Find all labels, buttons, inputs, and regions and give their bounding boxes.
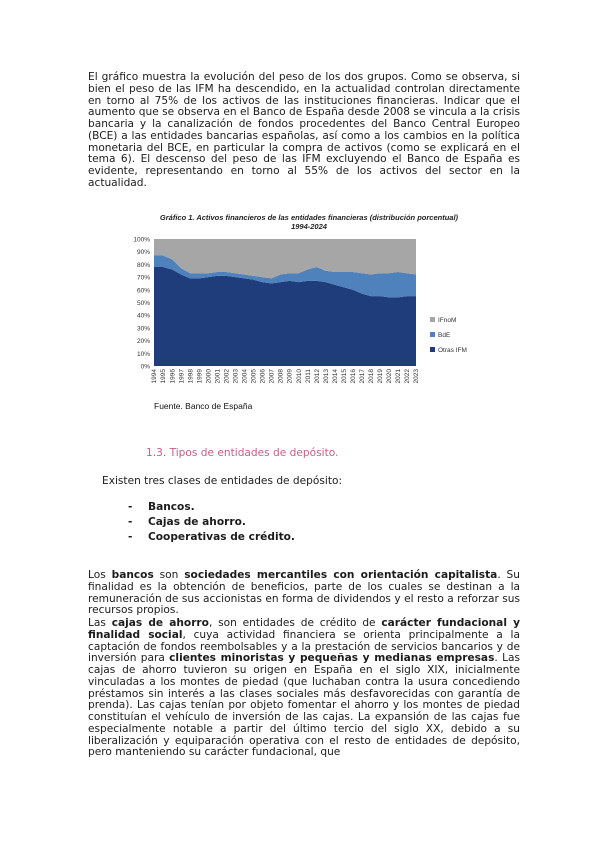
x-tick-label: 2006: [259, 369, 267, 384]
y-tick-label: 50%: [136, 300, 150, 307]
chart-title: Gráfico 1. Activos financieros de las entidades financieras (distribución porcentual): [159, 213, 459, 222]
savings-banks-paragraph: Las cajas de ahorro, son entidades de crédito de carácter fundacional y finalidad social, cuya actividad financiera se orienta principalmente a la captación de fondos reembolsables y a la prestación de servicios bancarios y de inversión para clientes minoristas y pequeñas y medianas empresas. Las cajas de ahorro tuvieron su origen en España en el siglo XIX, inicialmente vinculadas a los montes de piedad (que luchaban contra la usura concediendo préstamos sin interés a las clases sociales más desfavorecidas con garantía de prenda). Las cajas tenían por objeto fomentar el ahorro y los montes de piedad constituían el vehículo de inversión de las cajas. La expansión de las cajas fue especialmente notable a partir del último tercio del siglo XX, debido a su liberalización y equiparación operativa con el resto de entidades de depósito, pero manteniendo su carácter fundacional, que: [88, 617, 520, 759]
chart-figure: [124, 213, 494, 413]
x-tick-label: 2004: [241, 369, 249, 384]
x-tick-label: 2018: [368, 369, 376, 384]
y-tick-label: 70%: [136, 274, 150, 282]
x-tick-label: 2019: [377, 369, 385, 384]
x-tick-label: 2021: [395, 369, 403, 384]
x-tick-label: 2010: [295, 369, 303, 384]
x-tick-label: 2007: [268, 369, 276, 384]
legend-label: Otras IFM: [438, 347, 467, 354]
y-tick-label: 0%: [140, 363, 150, 371]
x-tick-label: 1996: [169, 369, 177, 384]
x-tick-label: 2022: [404, 369, 412, 384]
x-tick-label: 2013: [322, 369, 330, 384]
x-tick-label: 1995: [160, 369, 168, 384]
series-area-ifnom: [154, 239, 416, 278]
x-tick-label: 1997: [178, 369, 186, 384]
list-item-label: Cajas de ahorro.: [148, 516, 246, 528]
x-tick-label: 2017: [358, 369, 366, 384]
x-tick-label: 2016: [349, 369, 357, 384]
x-tick-label: 1999: [196, 369, 204, 384]
legend-label: BdE: [438, 332, 451, 339]
y-tick-label: 30%: [136, 325, 150, 333]
x-tick-label: 2003: [232, 369, 240, 384]
legend-swatch: [430, 347, 435, 352]
y-tick-label: 40%: [136, 312, 150, 320]
legend-swatch: [430, 317, 435, 322]
list-item-label: Bancos.: [148, 501, 195, 513]
x-tick-label: 1994: [151, 369, 159, 384]
x-tick-label: 2009: [286, 369, 294, 384]
section-title: 1.3. Tipos de entidades de depósito.: [146, 447, 339, 459]
x-tick-label: 2001: [214, 369, 222, 384]
x-tick-label: 2008: [277, 369, 285, 384]
x-tick-label: 2002: [223, 369, 231, 384]
legend-label: IFnoM: [438, 317, 457, 324]
x-tick-label: 2011: [304, 369, 312, 383]
stacked-area-chart: [124, 231, 494, 401]
x-tick-label: 2020: [386, 369, 394, 384]
intro-paragraph: El gráfico muestra la evolución del peso de los dos grupos. Como se observa, si bien el peso de las IFM ha descendido, en la actualidad controlan directamente en torno al 75% de los activos de las instituciones financieras. Indicar que el aumento que se observa en el Banco de España desde 2008 se vincula a la crisis bancaria y la canalización de fondos procedentes del Banco Central Europeo (BCE) a las entidades bancarias españolas, así como a los cambios en la política monetaria del BCE, en particular la compra de activos (como se explicará en el tema 6). El descenso del peso de las IFM excluyendo el Banco de España es evidente, representando en torno al 55% de los activos del sector en la actualidad.: [88, 71, 520, 189]
list-item-label: Cooperativas de crédito.: [148, 531, 295, 543]
chart-subtitle: 1994-2024: [291, 222, 327, 231]
list-item: - Cajas de ahorro.: [128, 516, 246, 528]
y-tick-label: 10%: [136, 350, 150, 358]
banks-paragraph: Los bancos son sociedades mercantiles con orientación capitalista. Su finalidad es la obtención de beneficios, parte de los cuales se destinan a la remuneración de sus accionistas en forma de dividendos y el resto a reforzar sus recursos propios.: [88, 569, 520, 617]
y-tick-label: 80%: [136, 261, 150, 269]
x-tick-label: 2015: [340, 369, 348, 384]
chart-source: Fuente. Banco de España: [154, 401, 253, 411]
list-item: - Cooperativas de crédito.: [128, 531, 295, 543]
x-tick-label: 2012: [313, 369, 321, 384]
y-tick-label: 100%: [133, 236, 150, 244]
entity-type-list: [128, 500, 295, 545]
y-tick-label: 90%: [136, 249, 150, 257]
section-intro: Existen tres clases de entidades de depósito:: [102, 475, 343, 487]
x-tick-label: 2023: [413, 369, 421, 384]
x-tick-label: 2014: [331, 369, 339, 384]
y-tick-label: 20%: [136, 338, 150, 346]
x-tick-label: 2005: [250, 369, 258, 384]
legend-swatch: [430, 332, 435, 337]
list-item: - Bancos.: [128, 501, 195, 513]
x-tick-label: 2000: [205, 369, 213, 384]
x-tick-label: 1998: [187, 369, 195, 384]
y-tick-label: 60%: [136, 287, 150, 295]
